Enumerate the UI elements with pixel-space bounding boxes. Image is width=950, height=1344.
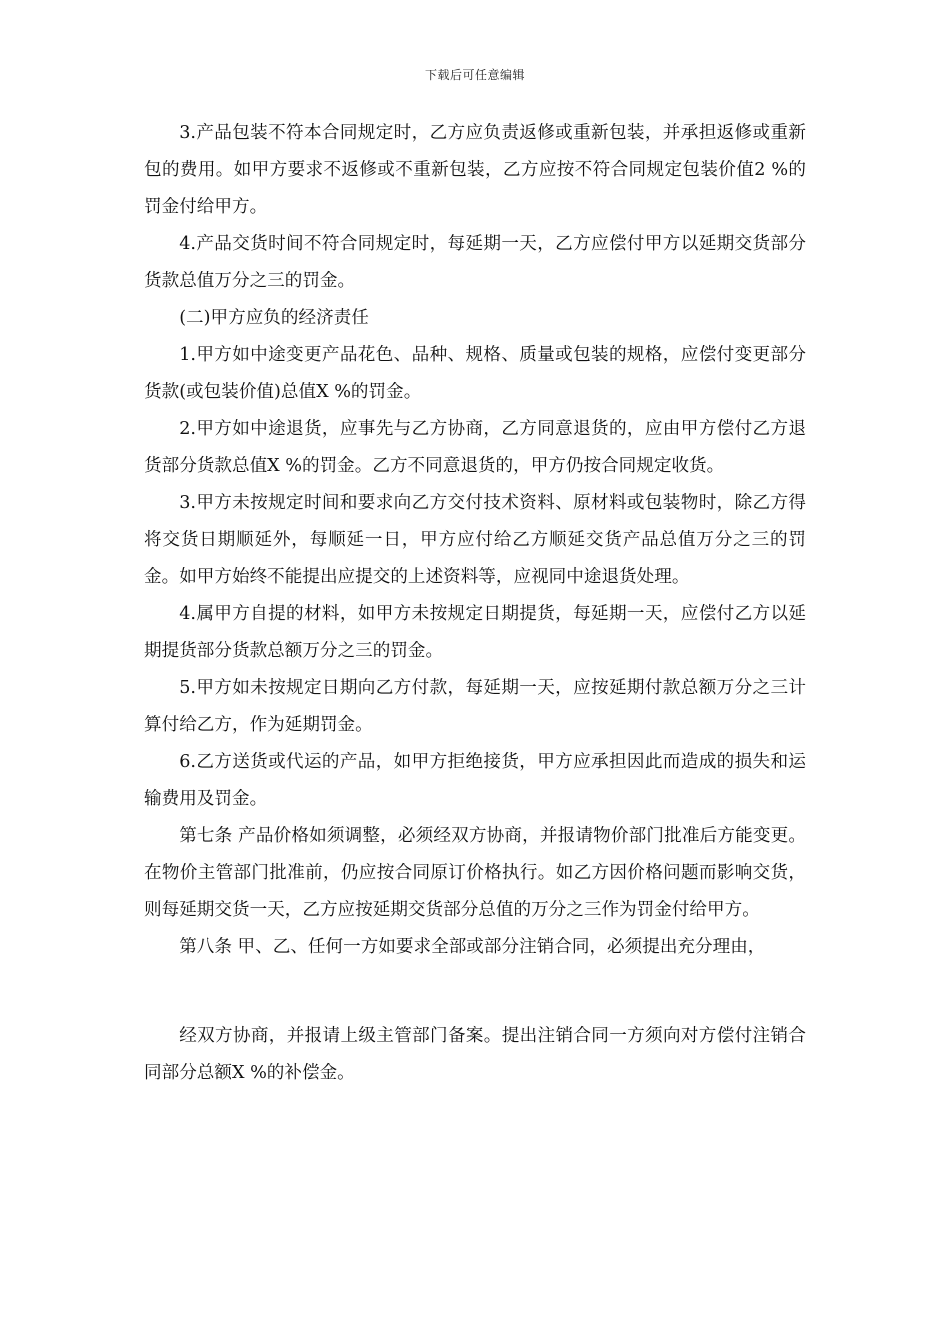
paragraph-a-late-materials: 3.甲方未按规定时间和要求向乙方交付技术资料、原材料或包装物时，除乙方得将交货日期顺延外，每顺延一日，甲方应付给乙方顺延交货产品总值万分之三的罚金。如甲方始终不能提出应提交的上述资料等，应视同中途退货处理。 bbox=[144, 493, 806, 587]
paragraph-a-late-payment: 5.甲方如未按规定日期向乙方付款，每延期一天，应按延期付款总额万分之三计算付给乙方，作为延期罚金。 bbox=[144, 678, 806, 735]
paragraph-article-eight-continued: 经双方协商，并报请上级主管部门备案。提出注销合同一方须向对方偿付注销合同部分总额X %的补偿金。 bbox=[144, 1026, 806, 1083]
paragraph-delivery-delay-penalty: 4.产品交货时间不符合同规定时，每延期一天，乙方应偿付甲方以延期交货部分货款总值万分之三的罚金。 bbox=[144, 234, 806, 291]
paragraph-gap bbox=[144, 966, 806, 1018]
section-heading-party-a-liability: (二)甲方应负的经济责任 bbox=[179, 308, 369, 328]
paragraph-article-eight: 第八条 甲、乙、任何一方如要求全部或部分注销合同，必须提出充分理由， bbox=[179, 937, 766, 957]
paragraph-packaging-penalty: 3.产品包装不符本合同规定时，乙方应负责返修或重新包装，并承担返修或重新包的费用。如甲方要求不返修或不重新包装，乙方应按不符合同规定包装价值2 %的罚金付给甲方。 bbox=[144, 123, 806, 217]
paragraph-a-refuse-delivery: 6.乙方送货或代运的产品，如甲方拒绝接货，甲方应承担因此而造成的损失和运输费用及罚金。 bbox=[144, 752, 806, 809]
paragraph-a-late-pickup: 4.属甲方自提的材料，如甲方未按规定日期提货，每延期一天，应偿付乙方以延期提货部分货款总额万分之三的罚金。 bbox=[144, 604, 806, 661]
paragraph-article-seven: 第七条 产品价格如须调整，必须经双方协商，并报请物价部门批准后方能变更。在物价主管部门批准前，仍应按合同原订价格执行。如乙方因价格问题而影响交货，则每延期交货一天，乙方应按延期交货部分总值的万分之三作为罚金付给甲方。 bbox=[144, 826, 806, 920]
document-body bbox=[144, 115, 806, 1092]
paragraph-a-change-specs: 1.甲方如中途变更产品花色、品种、规格、质量或包装的规格，应偿付变更部分货款(或包装价值)总值X %的罚金。 bbox=[144, 345, 806, 402]
header-note: 下载后可任意编辑 bbox=[424, 68, 525, 82]
paragraph-a-return-goods: 2.甲方如中途退货，应事先与乙方协商，乙方同意退货的，应由甲方偿付乙方退货部分货款总值X %的罚金。乙方不同意退货的，甲方仍按合同规定收货。 bbox=[144, 419, 806, 476]
